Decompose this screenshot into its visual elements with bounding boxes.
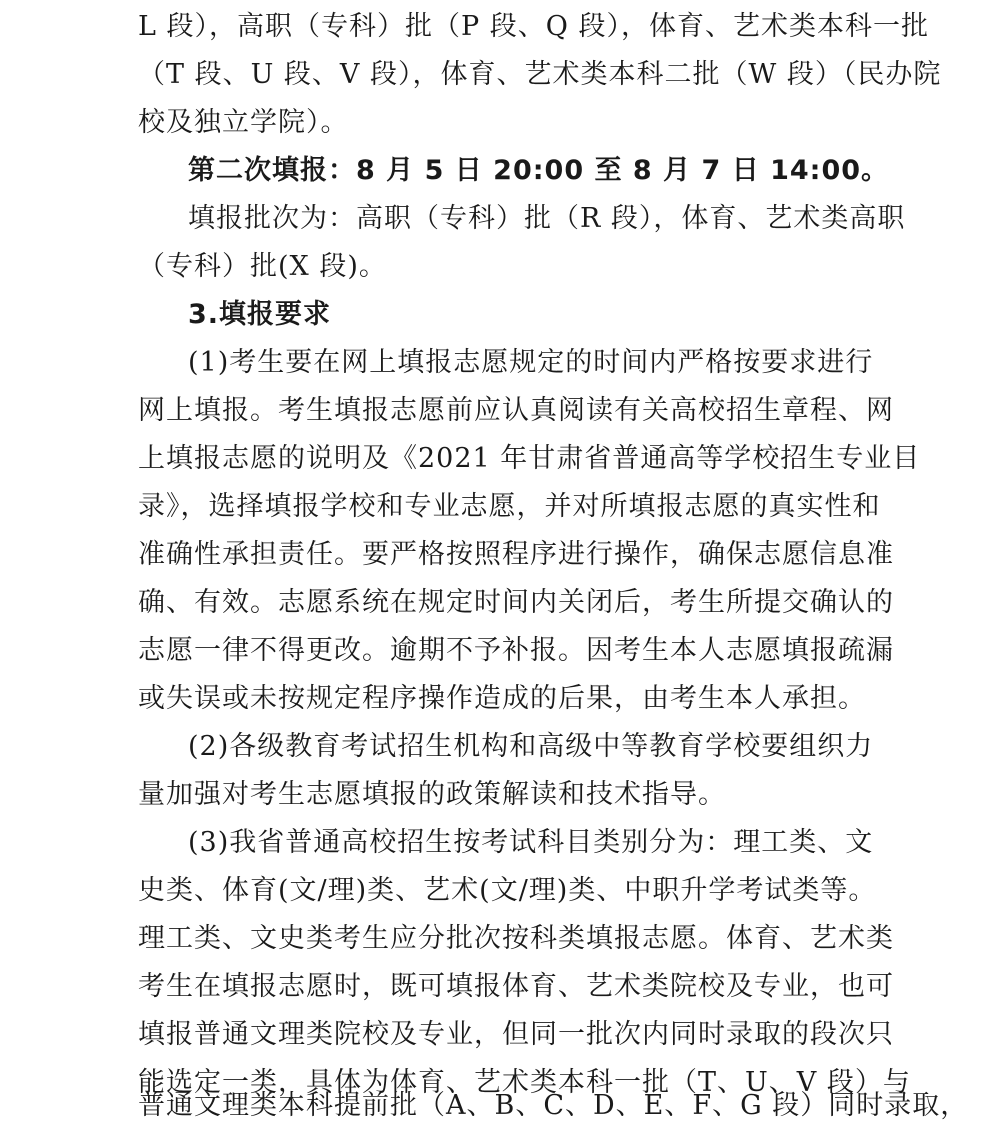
text-line: 史类、体育(文/理)类、艺术(文/理)类、中职升学考试类等。: [138, 875, 877, 906]
text-line: 理工类、文史类考生应分批次按科类填报志愿。体育、艺术类: [138, 923, 894, 954]
text-line: 网上填报。考生填报志愿前应认真阅读有关高校招生章程、网: [138, 395, 894, 426]
text-line: 校及独立学院）。: [138, 107, 349, 138]
text-line: (1)考生要在网上填报志愿规定的时间内严格按要求进行: [188, 347, 874, 378]
text-line: （T 段、U 段、V 段），体育、艺术类本科二批（W 段）（民办院: [138, 59, 942, 90]
text-line: (3)我省普通高校招生按考试科目类别分为：理工类、文: [188, 827, 874, 858]
text-line: (2)各级教育考试招生机构和高级中等教育学校要组织力: [188, 731, 874, 762]
text-line: 录》，选择填报学校和专业志愿，并对所填报志愿的真实性和: [138, 491, 881, 522]
section-heading: 第二次填报：8 月 5 日 20:00 至 8 月 7 日 14:00。: [188, 155, 890, 186]
text-line: 志愿一律不得更改。逾期不予补报。因考生本人志愿填报疏漏: [138, 635, 894, 666]
text-line: 填报普通文理类院校及专业，但同一批次内同时录取的段次只: [138, 1019, 894, 1050]
text-line: 考生在填报志愿时，既可填报体育、艺术类院校及专业，也可: [138, 971, 894, 1002]
text-line: 上填报志愿的说明及《2021 年甘肃省普通高等学校招生专业目: [138, 443, 921, 474]
section-heading: 3.填报要求: [188, 299, 332, 330]
text-line: 确、有效。志愿系统在规定时间内关闭后，考生所提交确认的: [138, 587, 894, 618]
text-line: L 段），高职（专科）批（P 段、Q 段），体育、艺术类本科一批: [138, 11, 929, 42]
text-line: 量加强对考生志愿填报的政策解读和技术指导。: [138, 779, 726, 810]
text-line: 填报批次为：高职（专科）批（R 段），体育、艺术类高职: [188, 203, 906, 234]
text-line: 普通文理类本科提前批（A、B、C、D、E、F、G 段）同时录取，: [138, 1090, 969, 1121]
text-line: （专科）批(X 段)。: [138, 251, 387, 282]
text-line: 或失误或未按规定程序操作造成的后果，由考生本人承担。: [138, 683, 866, 714]
text-line: 能选定一类，具体为体育、艺术类本科一批（T、U、V 段）与: [138, 1067, 911, 1098]
text-line: 准确性承担责任。要严格按照程序进行操作，确保志愿信息准: [138, 539, 894, 570]
